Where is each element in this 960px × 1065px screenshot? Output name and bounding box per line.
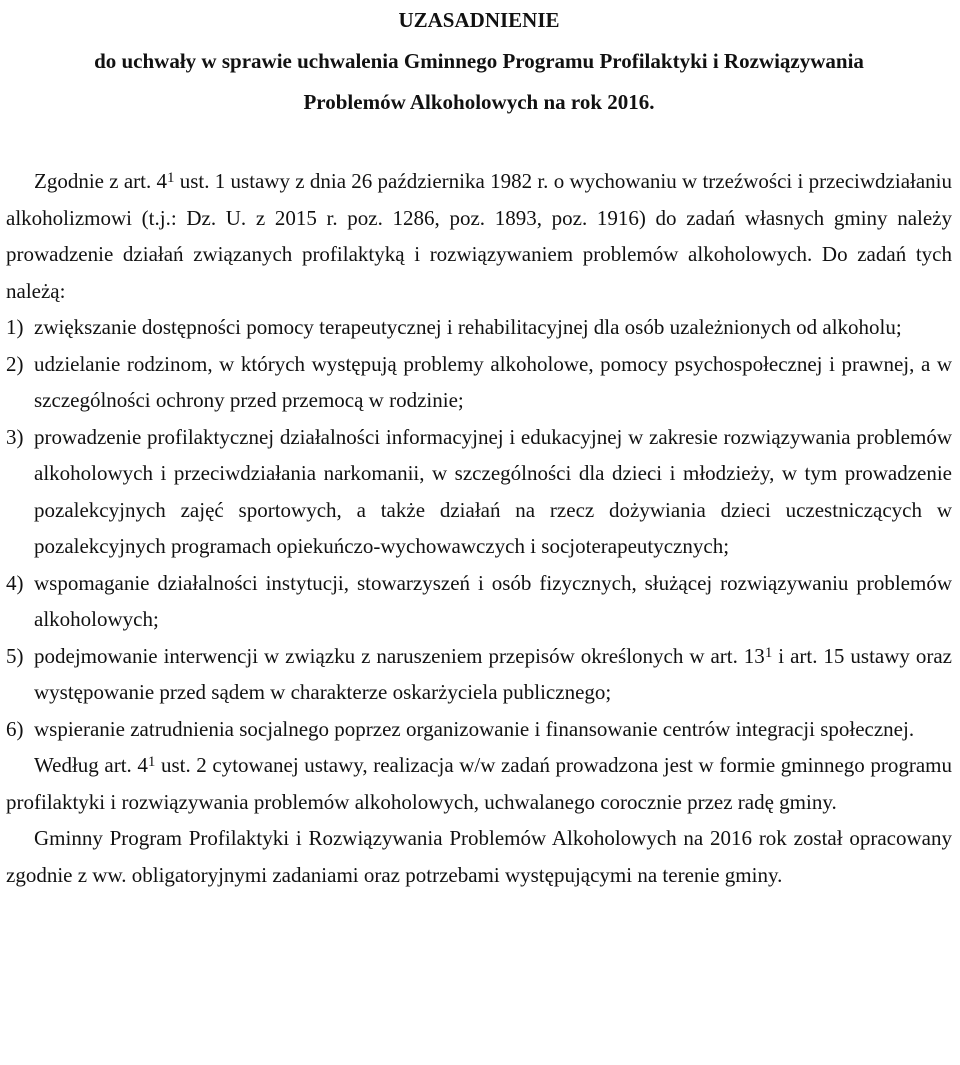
task-text: wspieranie zatrudnienia socjalnego poprzez organizowanie i finansowanie centrów integracji społecznej. [34,716,915,741]
document-subtitle-line-1: do uchwały w sprawie uchwalenia Gminnego Programu Profilaktyki i Rozwiązywania [94,49,864,73]
intro-text-start: Zgodnie z art. 4 [34,169,167,193]
heading-spacer [6,123,952,163]
task-text: wspomaganie działalności instytucji, stowarzyszeń i osób fizycznych, służącej rozwiązywaniu problemów alkoholowych; [34,570,952,631]
task-number: 5) [6,643,24,668]
task-number: 2) [6,351,24,376]
task-text: prowadzenie profilaktycznej działalności informacyjnej i edukacyjnej w zakresie rozwiązywania problemów alkoholowych i przeciwdziałania narkomanii, w szczególności dla dzieci i młodzieży, w tym prowadzenie pozalekcyjnych zajęć sportowych, a także działań na rzecz dożywiania dzieci uczestniczących w pozalekcyjnych programach opiekuńczo-wychowawczych i socjoterapeutycznych; [34,424,952,558]
task-item-2 [6,346,952,419]
task-text: zwiększanie dostępności pomocy terapeutycznej i rehabilitacyjnej dla osób uzależnionych od alkoholu; [34,315,902,339]
task-item-3 [6,419,952,565]
paragraph-legal-basis-rest: ust. 2 cytowanej ustawy, realizacja w/w zadań prowadzona jest w formie gminnego programu profilaktyki i rozwiązywania problemów alkoholowych, uchwalanego corocznie przez radę gminy. [6,753,952,814]
document-title: UZASADNIENIE [398,8,560,32]
document-heading [6,0,952,123]
paragraph-program-summary [6,820,952,893]
task-item-1 [6,309,952,346]
task-superscript: 1 [764,644,773,661]
task-text-start: podejmowanie interwencji w związku z naruszeniem przepisów określonych w art. 13 [34,643,765,668]
intro-text-rest: ust. 1 ustawy z dnia 26 października 1982 r. o wychowaniu w trzeźwości i przeciwdziałaniu alkoholizmowi (t.j.: Dz. U. z 2015 r. poz. 1286, poz. 1893, poz. 1916) do zadań własnych gminy należy prowadzenie działań związanych profilaktyką i rozwiązywaniem problemów alkoholowych. Do zadań tych należą: [6,169,953,303]
task-list [6,309,952,747]
task-number: 4) [6,570,24,595]
task-item-5 [6,638,952,711]
task-item-6 [6,711,952,748]
paragraph-legal-basis-superscript: 1 [147,754,156,770]
document-subtitle-line-2: Problemów Alkoholowych na rok 2016. [303,90,655,114]
intro-paragraph [6,163,952,309]
paragraph-program-summary-text: Gminny Program Profilaktyki i Rozwiązywania Problemów Alkoholowych na 2016 rok został opracowany zgodnie z ww. obligatoryjnymi zadaniami oraz potrzebami występującymi na terenie gminy. [6,826,952,887]
task-number: 6) [6,716,24,741]
paragraph-legal-basis-start: Według art. 4 [34,753,148,777]
task-number: 3) [6,424,24,449]
intro-superscript: 1 [167,170,175,186]
paragraph-legal-basis [6,747,952,820]
task-number: 1) [6,315,24,339]
task-text-rest: i art. 15 ustawy oraz występowanie przed sądem w charakterze oskarżyciela publicznego; [34,643,952,704]
task-item-4 [6,565,952,638]
task-text: udzielanie rodzinom, w których występują problemy alkoholowe, pomocy psychospołecznej i prawnej, a w szczególności ochrony przed przemocą w rodzinie; [34,351,952,412]
